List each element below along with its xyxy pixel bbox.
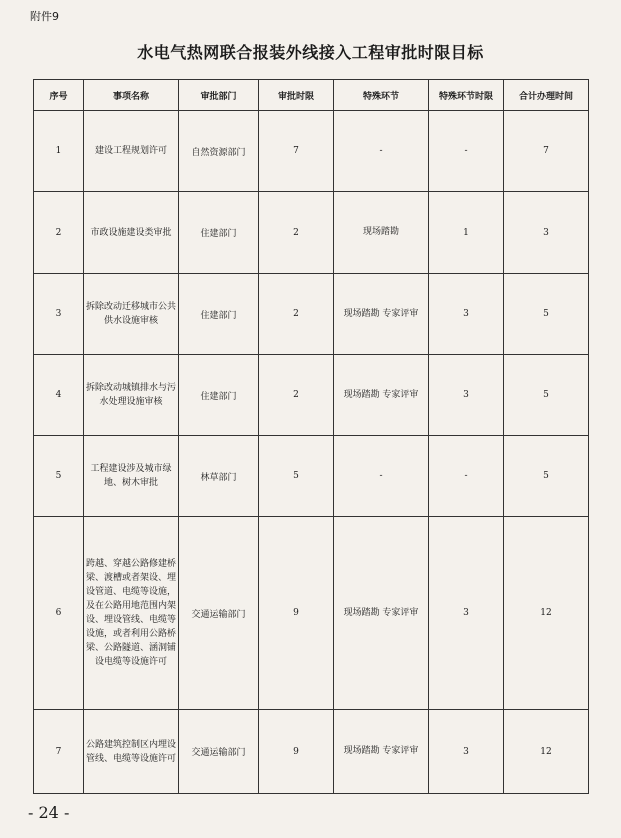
cell-limit: 2 (259, 192, 334, 274)
cell-name: 市政设施建设类审批 (84, 192, 179, 274)
cell-total: 5 (504, 274, 589, 355)
table-row (34, 355, 589, 436)
cell-special: - (334, 436, 429, 517)
header-total: 合计办理时间 (504, 80, 589, 111)
cell-name: 建设工程规划许可 (84, 111, 179, 192)
cell-dept: 交通运输部门 (179, 517, 259, 710)
cell-special: 现场踏勘 专家评审 (334, 710, 429, 794)
cell-total: 3 (504, 192, 589, 274)
cell-no: 3 (34, 274, 84, 355)
cell-dept: 住建部门 (179, 274, 259, 355)
cell-special: - (334, 111, 429, 192)
cell-special-limit: 3 (429, 274, 504, 355)
cell-no: 1 (34, 111, 84, 192)
cell-dept: 交通运输部门 (179, 710, 259, 794)
cell-special-limit: - (429, 436, 504, 517)
table-row (34, 111, 589, 192)
document-title: 水电气热网联合报装外线接入工程审批时限目标 (137, 43, 484, 62)
cell-total: 5 (504, 355, 589, 436)
cell-name: 拆除改动城镇排水与污水处理设施审核 (84, 355, 179, 436)
cell-no: 2 (34, 192, 84, 274)
cell-dept: 住建部门 (179, 192, 259, 274)
cell-dept: 林草部门 (179, 436, 259, 517)
cell-no: 6 (34, 517, 84, 710)
cell-name: 跨越、穿越公路修建桥梁、渡槽或者架设、埋设管道、电缆等设施，及在公路用地范围内架设、埋设管线、电缆等设施，或者利用公路桥梁、公路隧道、涵洞铺设电缆等设施许可 (84, 517, 179, 710)
cell-special: 现场踏勘 专家评审 (334, 355, 429, 436)
cell-special-limit: 3 (429, 710, 504, 794)
cell-special-limit: 3 (429, 517, 504, 710)
table-header-row (34, 80, 589, 111)
cell-no: 5 (34, 436, 84, 517)
cell-limit: 5 (259, 436, 334, 517)
cell-name: 公路建筑控制区内埋设管线、电缆等设施许可 (84, 710, 179, 794)
table-row (34, 436, 589, 517)
table-row (34, 710, 589, 794)
cell-name: 拆除改动迁移城市公共供水设施审核 (84, 274, 179, 355)
page-number: - 24 - (28, 803, 70, 822)
cell-no: 4 (34, 355, 84, 436)
attachment-label: 附件9 (30, 10, 59, 23)
cell-dept: 住建部门 (179, 355, 259, 436)
header-limit: 审批时限 (259, 80, 334, 111)
cell-total: 7 (504, 111, 589, 192)
header-name: 事项名称 (84, 80, 179, 111)
cell-special: 现场踏勘 专家评审 (334, 274, 429, 355)
cell-total: 12 (504, 517, 589, 710)
cell-limit: 9 (259, 710, 334, 794)
table-row (34, 517, 589, 710)
cell-dept: 自然资源部门 (179, 111, 259, 192)
cell-special: 现场踏勘 (334, 192, 429, 274)
header-no: 序号 (34, 80, 84, 111)
cell-limit: 9 (259, 517, 334, 710)
cell-limit: 2 (259, 355, 334, 436)
header-dept: 审批部门 (179, 80, 259, 111)
table-row (34, 192, 589, 274)
cell-special: 现场踏勘 专家评审 (334, 517, 429, 710)
table-row (34, 274, 589, 355)
cell-total: 12 (504, 710, 589, 794)
header-special: 特殊环节 (334, 80, 429, 111)
header-special-limit: 特殊环节时限 (429, 80, 504, 111)
cell-special-limit: - (429, 111, 504, 192)
cell-total: 5 (504, 436, 589, 517)
cell-special-limit: 3 (429, 355, 504, 436)
cell-no: 7 (34, 710, 84, 794)
approval-table (33, 79, 589, 794)
cell-limit: 2 (259, 274, 334, 355)
cell-name: 工程建设涉及城市绿地、树木审批 (84, 436, 179, 517)
cell-limit: 7 (259, 111, 334, 192)
cell-special-limit: 1 (429, 192, 504, 274)
